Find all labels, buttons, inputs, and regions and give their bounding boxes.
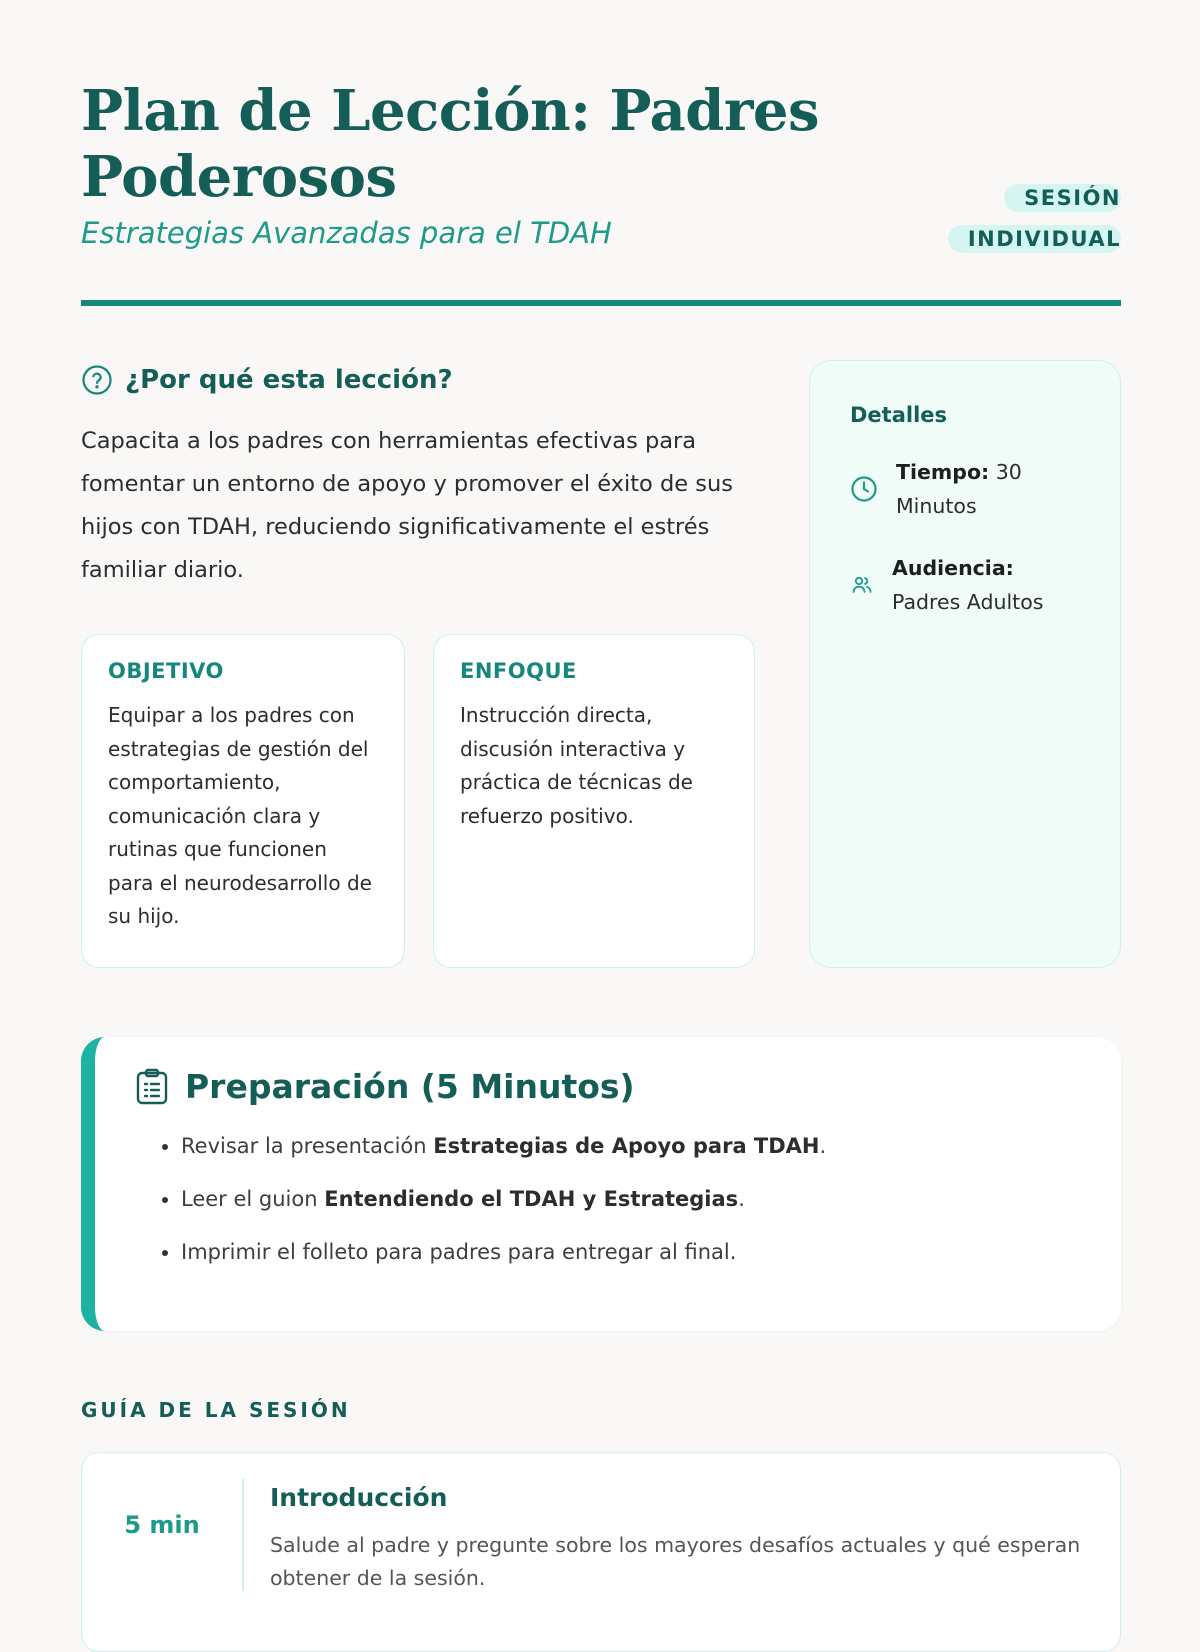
badge-label: SESIÓN INDIVIDUAL xyxy=(948,184,1121,253)
detail-time-label: Tiempo: xyxy=(896,460,990,484)
detail-audience xyxy=(850,551,1080,619)
approach-card xyxy=(433,634,755,968)
detail-audience-label: Audiencia: xyxy=(892,556,1014,580)
clipboard-icon xyxy=(135,1068,169,1106)
detail-time xyxy=(850,455,1080,523)
page-title: Plan de Lección: Padres Poderosos xyxy=(81,78,820,210)
page-subtitle: Estrategias Avanzadas para el TDAH xyxy=(81,216,612,250)
question-circle-icon xyxy=(81,364,113,396)
session-guide-label: GUÍA DE LA SESIÓN xyxy=(81,1398,351,1422)
preparation-title: Preparación (5 Minutos) xyxy=(185,1067,635,1106)
list-item: • Imprimir el folleto para padres para entregar al final. xyxy=(181,1238,1081,1266)
objective-text: Equipar a los padres con estrategias de gestión del comportamiento, comunicación clara y rutinas que funcionen para el neurodesarrollo de su hijo. xyxy=(108,703,372,928)
why-section-header xyxy=(81,364,453,396)
step-title: Introducción xyxy=(270,1483,448,1512)
why-heading: ¿Por qué esta lección? xyxy=(125,365,453,395)
details-title: Detalles xyxy=(850,403,948,427)
step-duration: 5 min xyxy=(124,1511,200,1539)
step-divider xyxy=(242,1479,244,1591)
users-icon xyxy=(850,573,874,597)
preparation-section xyxy=(81,1037,1121,1331)
why-description: Capacita a los padres con herramientas efectivas para fomentar un entorno de apoyo y promover el éxito de sus hijos con TDAH, reduciendo significativamente el estrés familiar diario. xyxy=(81,428,733,583)
session-type-badge xyxy=(943,178,1121,260)
approach-title: ENFOQUE xyxy=(460,659,577,683)
details-panel xyxy=(809,360,1121,968)
header-divider xyxy=(81,300,1121,306)
detail-time-value: 30 Minutos xyxy=(896,460,1022,518)
objective-title: OBJETIVO xyxy=(108,659,224,683)
preparation-list xyxy=(135,1132,1081,1266)
objective-card xyxy=(81,634,405,968)
preparation-header xyxy=(135,1067,1081,1106)
session-step xyxy=(81,1452,1121,1652)
list-item: • Leer el guion Entendiendo el TDAH y Estrategias. xyxy=(181,1185,1081,1213)
approach-text: Instrucción directa, discusión interactiva y práctica de técnicas de refuerzo positivo. xyxy=(460,703,693,828)
step-description: Salude al padre y pregunte sobre los mayores desafíos actuales y qué esperan obtener de la sesión. xyxy=(270,1533,1081,1590)
list-item: • Revisar la presentación Estrategias de Apoyo para TDAH. xyxy=(181,1132,1081,1160)
clock-icon xyxy=(850,475,878,503)
detail-audience-value: Padres Adultos xyxy=(892,590,1044,614)
